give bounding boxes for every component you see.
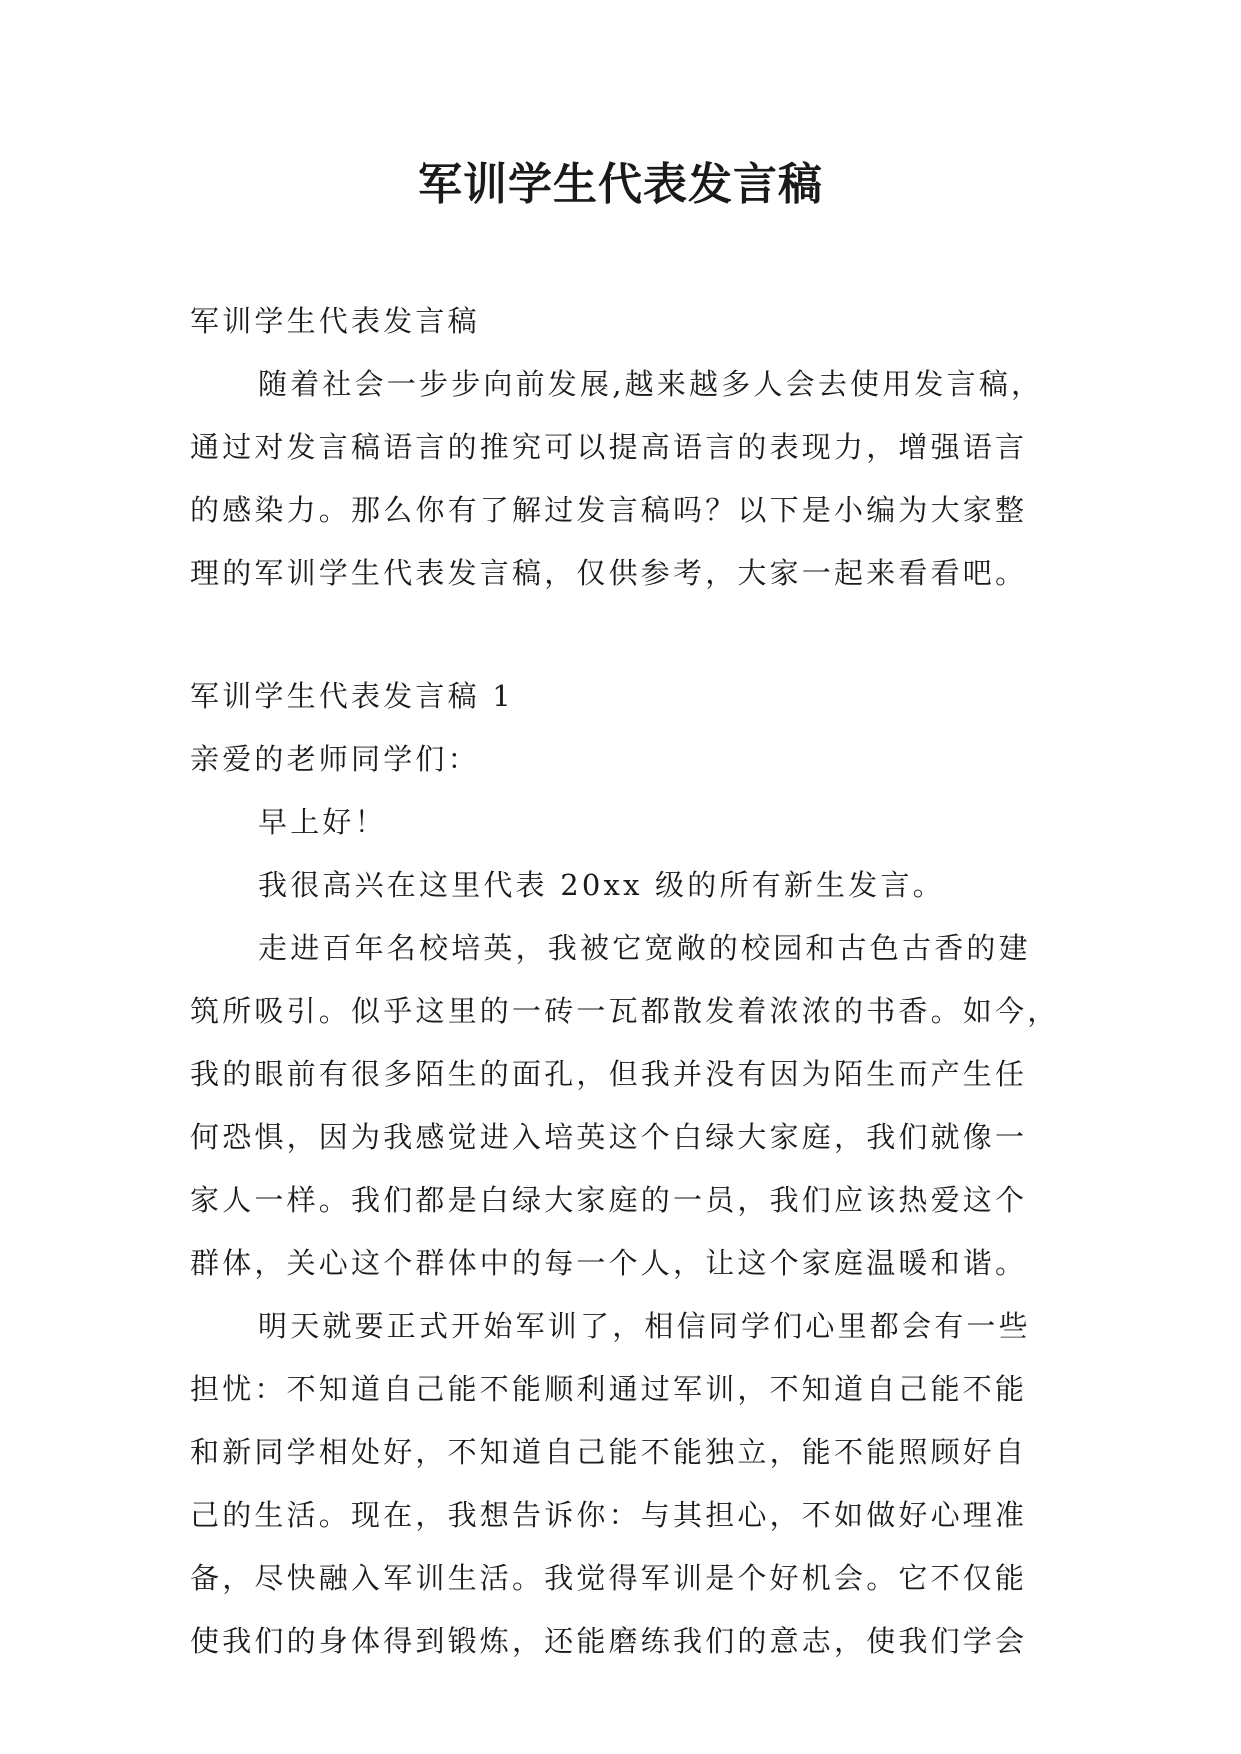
paragraph-line: 明天就要正式开始军训了，相信同学们心里都会有一些 — [258, 1309, 1031, 1343]
intro-line: 随着社会一步步向前发展,越来越多人会去使用发言稿， — [258, 367, 1044, 401]
paragraph-line: 担忧：不知道自己能不能顺利通过军训，不知道自己能不能 — [190, 1372, 1028, 1406]
paragraph-line: 使我们的身体得到锻炼，还能磨练我们的意志，使我们学会 — [190, 1624, 1028, 1658]
paragraph-line: 走进百年名校培英，我被它宽敞的校园和古色古香的建 — [258, 931, 1031, 965]
paragraph-line: 群体，关心这个群体中的每一个人，让这个家庭温暖和谐。 — [190, 1246, 1028, 1280]
salutation: 亲爱的老师同学们： — [190, 742, 480, 776]
section-heading: 军训学生代表发言稿 1 — [190, 679, 514, 713]
intro-line: 的感染力。那么你有了解过发言稿吗？以下是小编为大家整 — [190, 493, 1028, 527]
greeting: 早上好！ — [258, 805, 387, 839]
paragraph-line: 筑所吸引。似乎这里的一砖一瓦都散发着浓浓的书香。如今， — [190, 994, 1060, 1028]
paragraph-line: 何恐惧，因为我感觉进入培英这个白绿大家庭，我们就像一 — [190, 1120, 1028, 1154]
section-gap — [190, 605, 1070, 665]
intro-line: 理的军训学生代表发言稿，仅供参考，大家一起来看看吧。 — [190, 556, 1028, 590]
paragraph-3 — [190, 1295, 1070, 1673]
intro-paragraph — [190, 353, 1070, 605]
document-title: 军训学生代表发言稿 — [418, 159, 823, 210]
document-body — [190, 290, 1070, 1673]
paragraph-line: 和新同学相处好，不知道自己能不能独立，能不能照顾好自 — [190, 1435, 1028, 1469]
paragraph-line: 备，尽快融入军训生活。我觉得军训是个好机会。它不仅能 — [190, 1561, 1028, 1595]
paragraph-2 — [190, 917, 1070, 1295]
paragraph-line: 家人一样。我们都是白绿大家庭的一员，我们应该热爱这个 — [190, 1183, 1028, 1217]
paragraph-line: 己的生活。现在，我想告诉你：与其担心，不如做好心理准 — [190, 1498, 1028, 1532]
intro-line: 通过对发言稿语言的推究可以提高语言的表现力，增强语言 — [190, 430, 1028, 464]
subtitle: 军训学生代表发言稿 — [190, 304, 480, 338]
paragraph-line: 我的眼前有很多陌生的面孔，但我并没有因为陌生而产生任 — [190, 1057, 1028, 1091]
paragraph-1: 我很高兴在这里代表 20xx 级的所有新生发言。 — [258, 868, 945, 902]
